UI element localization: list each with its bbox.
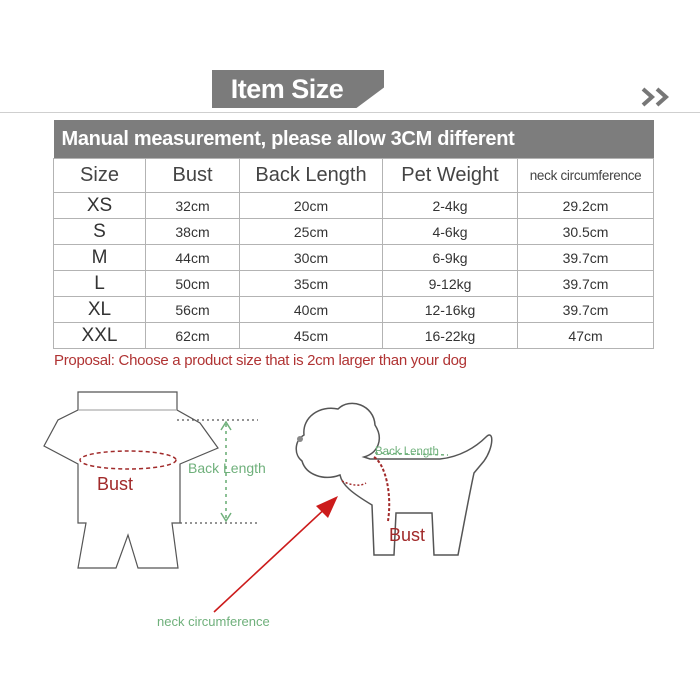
- size-cell: XS: [54, 193, 146, 219]
- double-chevron-icon: [640, 86, 680, 108]
- pet-weight-cell: 16-22kg: [383, 323, 518, 349]
- back-length-cell: 35cm: [240, 271, 383, 297]
- shirt-back-length-label: Back Length: [188, 460, 266, 476]
- back-length-cell: 25cm: [240, 219, 383, 245]
- dog-bust-label: Bust: [389, 525, 426, 545]
- pet-weight-cell: 12-16kg: [383, 297, 518, 323]
- neck-cell: 39.7cm: [518, 271, 654, 297]
- page-title: Item Size: [230, 74, 344, 104]
- table-row: [54, 245, 654, 271]
- bust-cell: 38cm: [146, 219, 240, 245]
- pet-weight-cell: 2-4kg: [383, 193, 518, 219]
- column-header: Back Length: [240, 159, 383, 193]
- neck-cell: 39.7cm: [518, 245, 654, 271]
- table-header-row: [54, 159, 654, 193]
- pet-weight-cell: 4-6kg: [383, 219, 518, 245]
- table-row: [54, 271, 654, 297]
- table-banner: Manual measurement, please allow 3CM different: [54, 120, 654, 159]
- bust-cell: 44cm: [146, 245, 240, 271]
- neck-cell: 47cm: [518, 323, 654, 349]
- bust-cell: 50cm: [146, 271, 240, 297]
- column-header: Bust: [146, 159, 240, 193]
- dog-nose-icon: [297, 436, 303, 442]
- bust-cell: 32cm: [146, 193, 240, 219]
- column-header: Size: [54, 159, 146, 193]
- neck-pointer-line: [214, 504, 330, 612]
- back-length-cell: 45cm: [240, 323, 383, 349]
- table-row: [54, 297, 654, 323]
- back-length-cell: 30cm: [240, 245, 383, 271]
- size-cell: S: [54, 219, 146, 245]
- table-row: [54, 323, 654, 349]
- dog-back-length-label: Back Length: [375, 446, 439, 458]
- bust-cell: 62cm: [146, 323, 240, 349]
- pet-weight-cell: 9-12kg: [383, 271, 518, 297]
- neck-cell: 29.2cm: [518, 193, 654, 219]
- back-length-cell: 40cm: [240, 297, 383, 323]
- column-header: neck circumference: [518, 159, 654, 193]
- bust-measure: [80, 451, 176, 469]
- size-cell: XL: [54, 297, 146, 323]
- proposal-note: Proposal: Choose a product size that is 2cm larger than your dog: [54, 352, 467, 369]
- title-divider: [0, 112, 700, 113]
- dog-bust-measure: [374, 457, 389, 521]
- neck-circumference-label: neck circumference: [157, 614, 270, 629]
- size-cell: L: [54, 271, 146, 297]
- bust-cell: 56cm: [146, 297, 240, 323]
- neck-cell: 30.5cm: [518, 219, 654, 245]
- size-table: [53, 120, 654, 349]
- table-row: [54, 193, 654, 219]
- column-header: Pet Weight: [383, 159, 518, 193]
- neck-cell: 39.7cm: [518, 297, 654, 323]
- pet-weight-cell: 6-9kg: [383, 245, 518, 271]
- back-length-cell: 20cm: [240, 193, 383, 219]
- shirt-bust-label: Bust: [97, 474, 134, 494]
- size-cell: M: [54, 245, 146, 271]
- table-row: [54, 219, 654, 245]
- neck-pointer: [200, 470, 360, 620]
- size-cell: XXL: [54, 323, 146, 349]
